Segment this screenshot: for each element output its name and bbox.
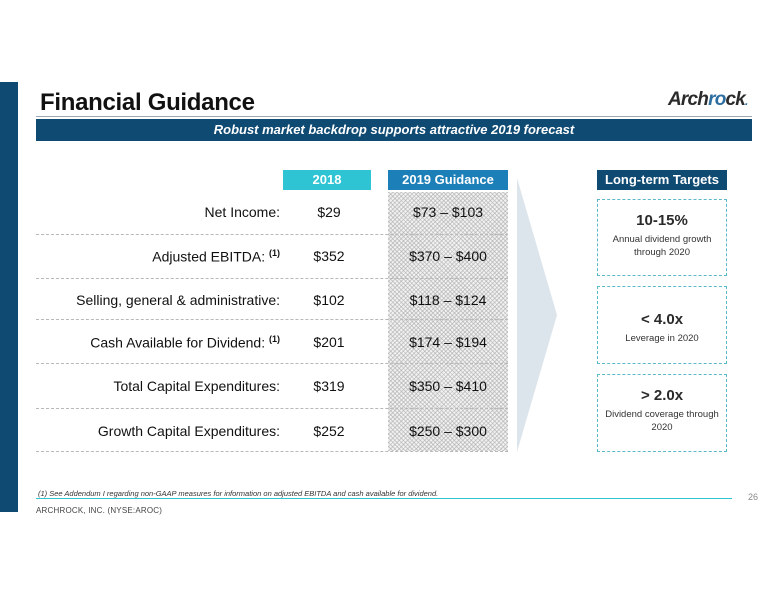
- target-value: > 2.0x: [640, 387, 684, 404]
- row-label: [0, 204, 280, 220]
- row-divider: [36, 319, 508, 320]
- table-row: [36, 366, 516, 410]
- table-row: [36, 192, 516, 236]
- row-divider: [36, 451, 508, 452]
- target-description: Dividend coverage through 2020: [605, 409, 719, 433]
- value-2019-guidance: $73 – $103: [412, 204, 484, 220]
- row-label: [0, 248, 280, 265]
- target-box-dividend-coverage: [597, 374, 727, 452]
- target-description: Leverage in 2020: [625, 333, 699, 344]
- row-label: [0, 423, 280, 439]
- row-label-text: Selling, general & administrative:: [76, 292, 280, 308]
- row-label: [0, 378, 280, 394]
- table-row: [36, 322, 516, 366]
- chevron-arrow-icon: [517, 178, 557, 452]
- row-divider: [36, 408, 508, 409]
- row-label: [0, 334, 280, 351]
- row-divider: [36, 363, 508, 364]
- row-divider: [36, 278, 508, 279]
- footnote-marker: (1): [269, 334, 280, 344]
- title-divider: [36, 116, 752, 117]
- logo-dot: .: [745, 94, 748, 108]
- target-box-dividend-growth: [597, 199, 727, 276]
- table-row: [36, 280, 516, 324]
- value-2019-guidance: $118 – $124: [409, 292, 487, 308]
- row-label-text: Adjusted EBITDA:: [152, 248, 266, 265]
- footnote-marker: (1): [269, 248, 280, 258]
- footnote: (1) See Addendum I regarding non-GAAP measures for information on adjusted EBITDA and cash available for dividend.: [38, 489, 439, 498]
- table-row: [36, 411, 516, 455]
- target-value: < 4.0x: [640, 311, 684, 328]
- row-label-text: Growth Capital Expenditures:: [97, 423, 280, 439]
- column-header-2018: 2018: [283, 170, 371, 190]
- value-2019-guidance: $370 – $400: [409, 248, 487, 264]
- archrock-logo: [668, 89, 748, 111]
- page-title: Financial Guidance: [40, 89, 255, 116]
- logo-text-ck: ck: [725, 89, 746, 110]
- footer-divider: [36, 498, 732, 499]
- row-label: [0, 292, 280, 308]
- page-number: 26: [748, 492, 759, 502]
- long-term-targets-header: Long-term Targets: [597, 170, 727, 190]
- row-label-text: Net Income:: [204, 204, 280, 220]
- value-2018: $102: [313, 292, 345, 308]
- target-box-leverage: [597, 286, 727, 364]
- value-2018: $319: [313, 378, 345, 394]
- value-2018: $352: [313, 248, 345, 264]
- subtitle-banner: Robust market backdrop supports attractive 2019 forecast: [36, 119, 752, 141]
- target-value: 10-15%: [636, 212, 688, 229]
- company-ticker: ARCHROCK, INC. (NYSE:AROC): [36, 506, 163, 515]
- target-description: Annual dividend growth through 2020: [612, 234, 712, 258]
- value-2018: $252: [313, 423, 345, 439]
- value-2018: $201: [313, 334, 345, 350]
- value-2019-guidance: $174 – $194: [409, 334, 487, 350]
- value-2019-guidance: $350 – $410: [409, 378, 487, 394]
- logo-text-arch: Arch: [668, 89, 709, 110]
- value-2018: $29: [317, 204, 341, 220]
- row-divider: [36, 234, 508, 235]
- row-label-text: Total Capital Expenditures:: [113, 378, 280, 394]
- row-label-text: Cash Available for Dividend:: [90, 334, 266, 351]
- column-header-2019-guidance: 2019 Guidance: [388, 170, 508, 190]
- table-row: [36, 236, 516, 280]
- logo-text-ro: ro: [708, 89, 726, 110]
- value-2019-guidance: $250 – $300: [409, 423, 487, 439]
